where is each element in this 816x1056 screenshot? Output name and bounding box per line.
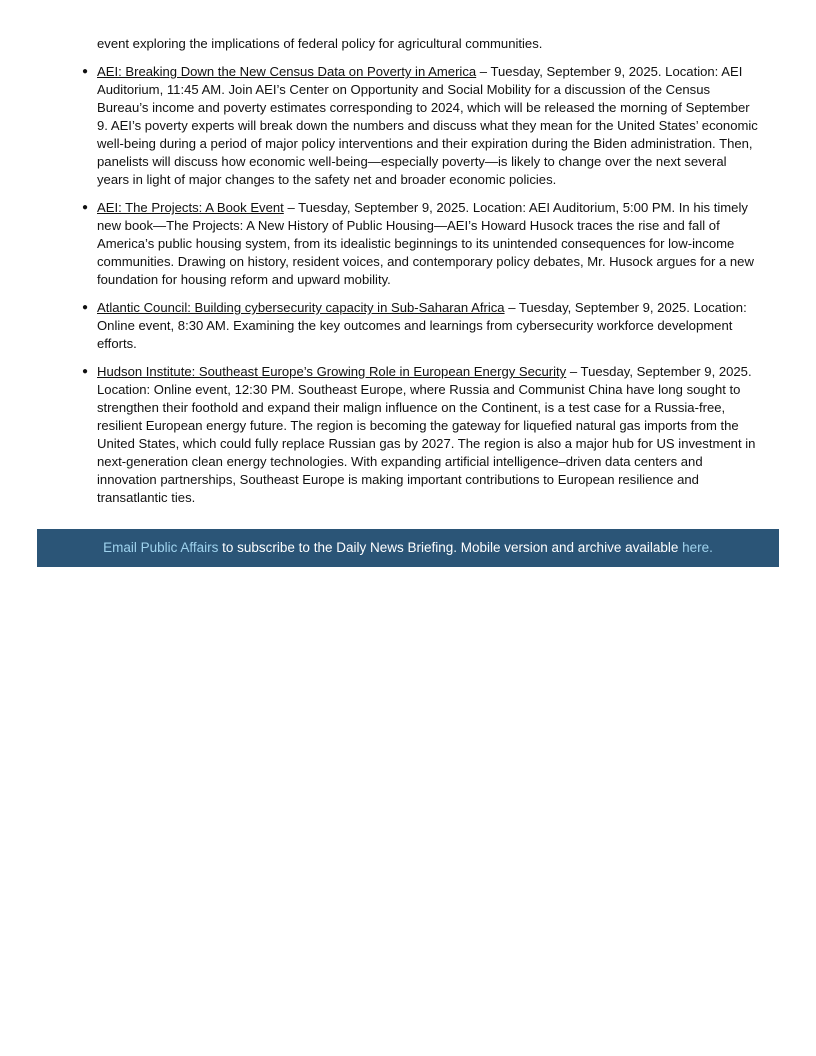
bullet-icon: ● [82, 366, 89, 377]
list-item [82, 299, 762, 353]
email-public-affairs-link[interactable]: Email Public Affairs [103, 540, 219, 555]
event-details: – Tuesday, September 9, 2025. Location: Online event, 12:30 PM. Southeast Europe, where Russia and Communist China have long sought to strengthen their foothold and expand their malign influence on the Continent, is a test case for a Russia-free, resilient European energy future. The region is becoming the gateway for liquefied natural gas imports from the United States, which could fully replace Russian gas by 2027. The region is also a major hub for US investment in next-generation clean energy technologies. With expanding artificial intelligence–driven data centers and innovation partnerships, Southeast Europe is making important contributions to European resilience and transatlantic ties. [97, 364, 756, 505]
bullet-icon: ● [82, 66, 89, 77]
event-link-projects-book[interactable]: AEI: The Projects: A Book Event [97, 200, 284, 215]
footer-text: to subscribe to the Daily News Briefing. Mobile version and archive available [218, 540, 683, 555]
subscribe-footer-banner [37, 529, 779, 567]
event-link-census-poverty[interactable]: AEI: Breaking Down the New Census Data on Poverty in America [97, 64, 477, 79]
list-item [82, 63, 762, 189]
events-list [82, 63, 762, 507]
bullet-icon: ● [82, 302, 89, 313]
event-details: – Tuesday, September 9, 2025. Location: AEI Auditorium, 11:45 AM. Join AEI’s Center on Opportunity and Social Mobility for a discussion of the Census Bureau’s income and poverty estimates corresponding to 2024, which will be released the morning of September 9. AEI’s poverty experts will break down the numbers and discuss what they mean for the United States’ economic well-being during a period of major policy interventions and their expiration during the Biden administration. Then, panelists will discuss how economic well-being—especially poverty—is likely to change over the next several years in light of major changes to the safety net and broader economic policies. [97, 64, 758, 187]
list-item [82, 363, 762, 507]
bullet-icon: ● [82, 202, 89, 213]
archive-here-link[interactable]: here. [682, 540, 713, 555]
lead-paragraph: event exploring the implications of federal policy for agricultural communities. [97, 36, 543, 51]
event-link-cybersecurity-africa[interactable]: Atlantic Council: Building cybersecurity capacity in Sub-Saharan Africa [97, 300, 505, 315]
events-section [82, 35, 762, 517]
event-details: – Tuesday, September 9, 2025. Location: AEI Auditorium, 5:00 PM. In his timely new book—The Projects: A New History of Public Housing—AEI’s Howard Husock traces the rise and fall of America’s public housing system, from its idealistic beginnings to its unintended consequences for low-income communities. Drawing on history, resident voices, and contemporary policy debates, Mr. Husock argues for a new foundation for housing reform and upward mobility. [97, 200, 754, 287]
event-details: – Tuesday, September 9, 2025. Location: Online event, 8:30 AM. Examining the key outcomes and learnings from cybersecurity workforce development efforts. [97, 300, 747, 351]
list-item [82, 199, 762, 289]
event-link-southeast-europe-energy[interactable]: Hudson Institute: Southeast Europe’s Growing Role in European Energy Security [97, 364, 567, 379]
